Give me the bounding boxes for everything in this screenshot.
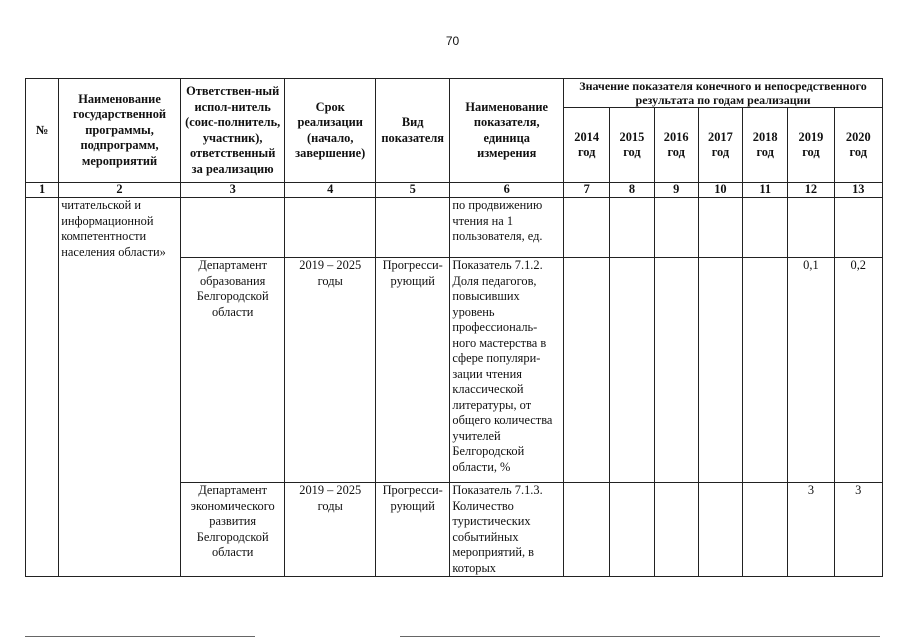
column-number: 3 <box>180 183 285 198</box>
type-cell: Прогресси-рующий <box>375 258 449 483</box>
header-indicator-name: Наименование показателя, единица измерения <box>450 79 564 183</box>
value-cell <box>698 198 742 258</box>
value-cell <box>698 483 742 577</box>
term-cell <box>285 198 376 258</box>
table-row <box>26 198 883 258</box>
column-numbers-row <box>26 183 883 198</box>
value-cell <box>564 258 610 483</box>
column-number: 5 <box>375 183 449 198</box>
header-program: Наименование государственной программы, подпрограмм, мероприятий <box>59 79 181 183</box>
column-number: 10 <box>698 183 742 198</box>
value-cell <box>834 198 882 258</box>
value-cell <box>564 198 610 258</box>
column-number: 11 <box>743 183 788 198</box>
responsible-cell: Департамент образования Белгородской области <box>180 258 285 483</box>
value-cell <box>654 258 698 483</box>
column-number: 7 <box>564 183 610 198</box>
header-year: 2020 год <box>834 108 882 183</box>
value-cell: 3 <box>834 483 882 577</box>
header-year: 2017 год <box>698 108 742 183</box>
value-cell <box>610 258 654 483</box>
term-cell: 2019 – 2025 годы <box>285 483 376 577</box>
value-cell <box>610 483 654 577</box>
type-cell: Прогресси-рующий <box>375 483 449 577</box>
header-responsible: Ответствен-ный испол-нитель (соис-полнитель, участник), ответственный за реализацию <box>180 79 285 183</box>
column-number: 12 <box>788 183 834 198</box>
header-row <box>26 79 883 108</box>
value-cell <box>698 258 742 483</box>
indicator-table <box>25 78 883 577</box>
column-number: 1 <box>26 183 59 198</box>
header-values-title: Значение показателя конечного и непосредственного результата по годам реализации <box>564 79 883 108</box>
scan-edge-line <box>400 636 880 637</box>
responsible-cell <box>180 198 285 258</box>
value-cell: 0,2 <box>834 258 882 483</box>
header-year: 2019 год <box>788 108 834 183</box>
responsible-cell: Департамент экономического развития Белгородской области <box>180 483 285 577</box>
value-cell <box>654 198 698 258</box>
term-cell: 2019 – 2025 годы <box>285 258 376 483</box>
column-number: 6 <box>450 183 564 198</box>
header-year: 2015 год <box>610 108 654 183</box>
scan-edge-line <box>25 636 255 637</box>
indicator-cell: по продвижению чтения на 1 пользователя, ед. <box>450 198 564 258</box>
column-number: 2 <box>59 183 181 198</box>
value-cell <box>743 258 788 483</box>
page-number: 70 <box>445 34 460 48</box>
header-year: 2018 год <box>743 108 788 183</box>
header-number: № <box>26 79 59 183</box>
value-cell <box>610 198 654 258</box>
value-cell <box>743 483 788 577</box>
value-cell: 0,1 <box>788 258 834 483</box>
indicator-cell: Показатель 7.1.2. Доля педагогов, повысивших уровень профессиональ-ного мастерства в сфере популяри-зации чтения классической литературы, от общего количества учителей Белгородской области, % <box>450 258 564 483</box>
column-number: 8 <box>610 183 654 198</box>
type-cell <box>375 198 449 258</box>
header-term: Срок реализации (начало, завершение) <box>285 79 376 183</box>
value-cell <box>654 483 698 577</box>
value-cell <box>743 198 788 258</box>
number-cell <box>26 198 59 577</box>
header-year: 2014 год <box>564 108 610 183</box>
header-year: 2016 год <box>654 108 698 183</box>
column-number: 4 <box>285 183 376 198</box>
program-cell: читательской и информационной компетентности населения области» <box>59 198 181 577</box>
value-cell: 3 <box>788 483 834 577</box>
column-number: 9 <box>654 183 698 198</box>
column-number: 13 <box>834 183 882 198</box>
header-indicator-type: Вид показателя <box>375 79 449 183</box>
value-cell <box>788 198 834 258</box>
value-cell <box>564 483 610 577</box>
indicator-cell: Показатель 7.1.3. Количество туристических событийных мероприятий, в которых <box>450 483 564 577</box>
